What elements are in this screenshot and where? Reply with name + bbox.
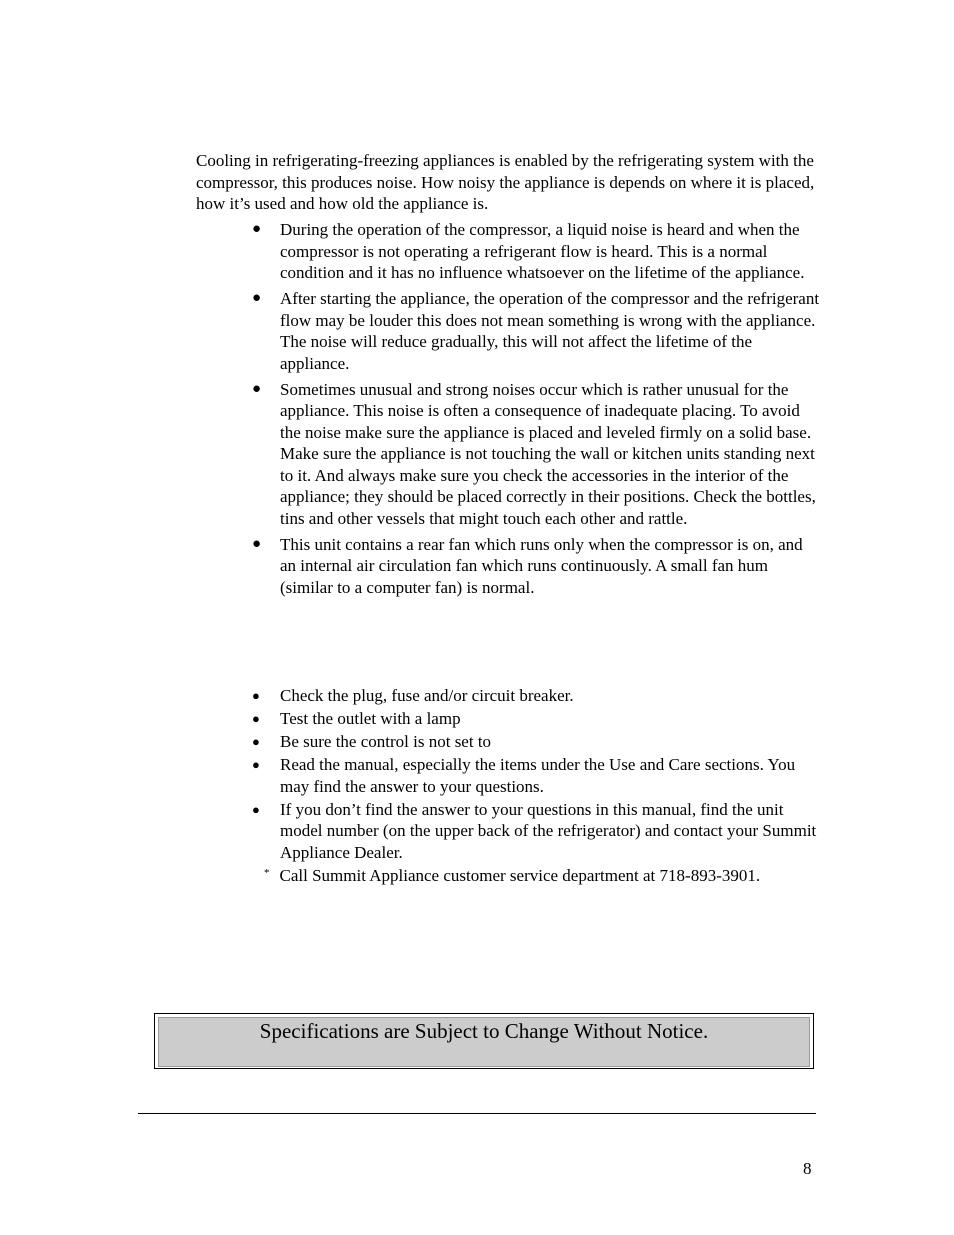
- list-item-text: Check the plug, fuse and/or circuit breaker.: [280, 686, 574, 705]
- list-item-text: This unit contains a rear fan which runs only when the compressor is on, and an internal air circulation fan which runs continuously. A small fan hum (similar to a computer fan) is normal.: [280, 534, 803, 597]
- bullet-icon: ●: [252, 801, 260, 817]
- list-item: [252, 685, 822, 707]
- notice-panel: [158, 1017, 810, 1067]
- list-item: [252, 534, 822, 599]
- list-item-text: Be sure the control is not set to: [280, 732, 492, 751]
- bullet-icon: ●: [252, 734, 260, 749]
- notice-box: [154, 1013, 814, 1069]
- noise-bullet-list: [252, 219, 822, 603]
- call-service-line: [252, 863, 812, 887]
- page-number: 8: [803, 1159, 812, 1178]
- list-item: [252, 731, 822, 753]
- list-item: [252, 754, 822, 797]
- bullet-icon: ●: [252, 757, 260, 772]
- list-item: [252, 708, 822, 730]
- bullet-icon: ●: [252, 290, 262, 306]
- list-item-text: During the operation of the compressor, a liquid noise is heard and when the compressor is not operating a refrigerant flow is heard. This is a normal condition and it has no influence whatsoever on the lifetime of the appliance.: [280, 220, 805, 282]
- list-item: [252, 799, 822, 864]
- list-item-text: Read the manual, especially the items under the Use and Care sections. You may find the answer to your questions.: [280, 755, 796, 796]
- asterisk-icon: *: [264, 867, 270, 879]
- intro-paragraph: Cooling in refrigerating-freezing appliances is enabled by the refrigerating system with the compressor, this produces noise. How noisy the appliance is depends on where it is placed, how it’s used and how old the appliance is.: [196, 151, 815, 213]
- list-item: [252, 219, 822, 284]
- bullet-icon: ●: [252, 221, 262, 237]
- bullet-icon: ●: [252, 535, 262, 552]
- call-service-text: Call Summit Appliance customer service department at 718-893-3901.: [279, 866, 761, 885]
- notice-text: Specifications are Subject to Change Without Notice.: [259, 1019, 709, 1043]
- bullet-icon: ●: [252, 688, 260, 703]
- list-item: [252, 379, 822, 530]
- list-item-text: If you don’t find the answer to your questions in this manual, find the unit model number (on the upper back of the refrigerator) and contact your Summit Appliance Dealer.: [280, 799, 817, 862]
- list-item-text: Sometimes unusual and strong noises occur which is rather unusual for the appliance. This noise is often a consequence of inadequate placing. To avoid the noise make sure the appliance is placed and leveled firmly on a solid base. Make sure the appliance is not touching the wall or kitchen units standing next to it. And always make sure you check the accessories in the interior of the appliance; they should be placed correctly in their positions. Check the bottles, tins and other vessels that might touch each other and rattle.: [280, 379, 816, 528]
- list-item-text: Test the outlet with a lamp: [280, 709, 461, 728]
- list-item: [252, 288, 822, 374]
- check-bullet-list: [252, 685, 822, 865]
- list-item-text: After starting the appliance, the operation of the compressor and the refrigerant flow may be louder this does not mean something is wrong with the appliance. The noise will reduce gradually, this will not affect the lifetime of the appliance.: [280, 289, 820, 373]
- bullet-icon: ●: [252, 711, 260, 726]
- bullet-icon: ●: [252, 380, 262, 397]
- footer-divider: [138, 1113, 816, 1114]
